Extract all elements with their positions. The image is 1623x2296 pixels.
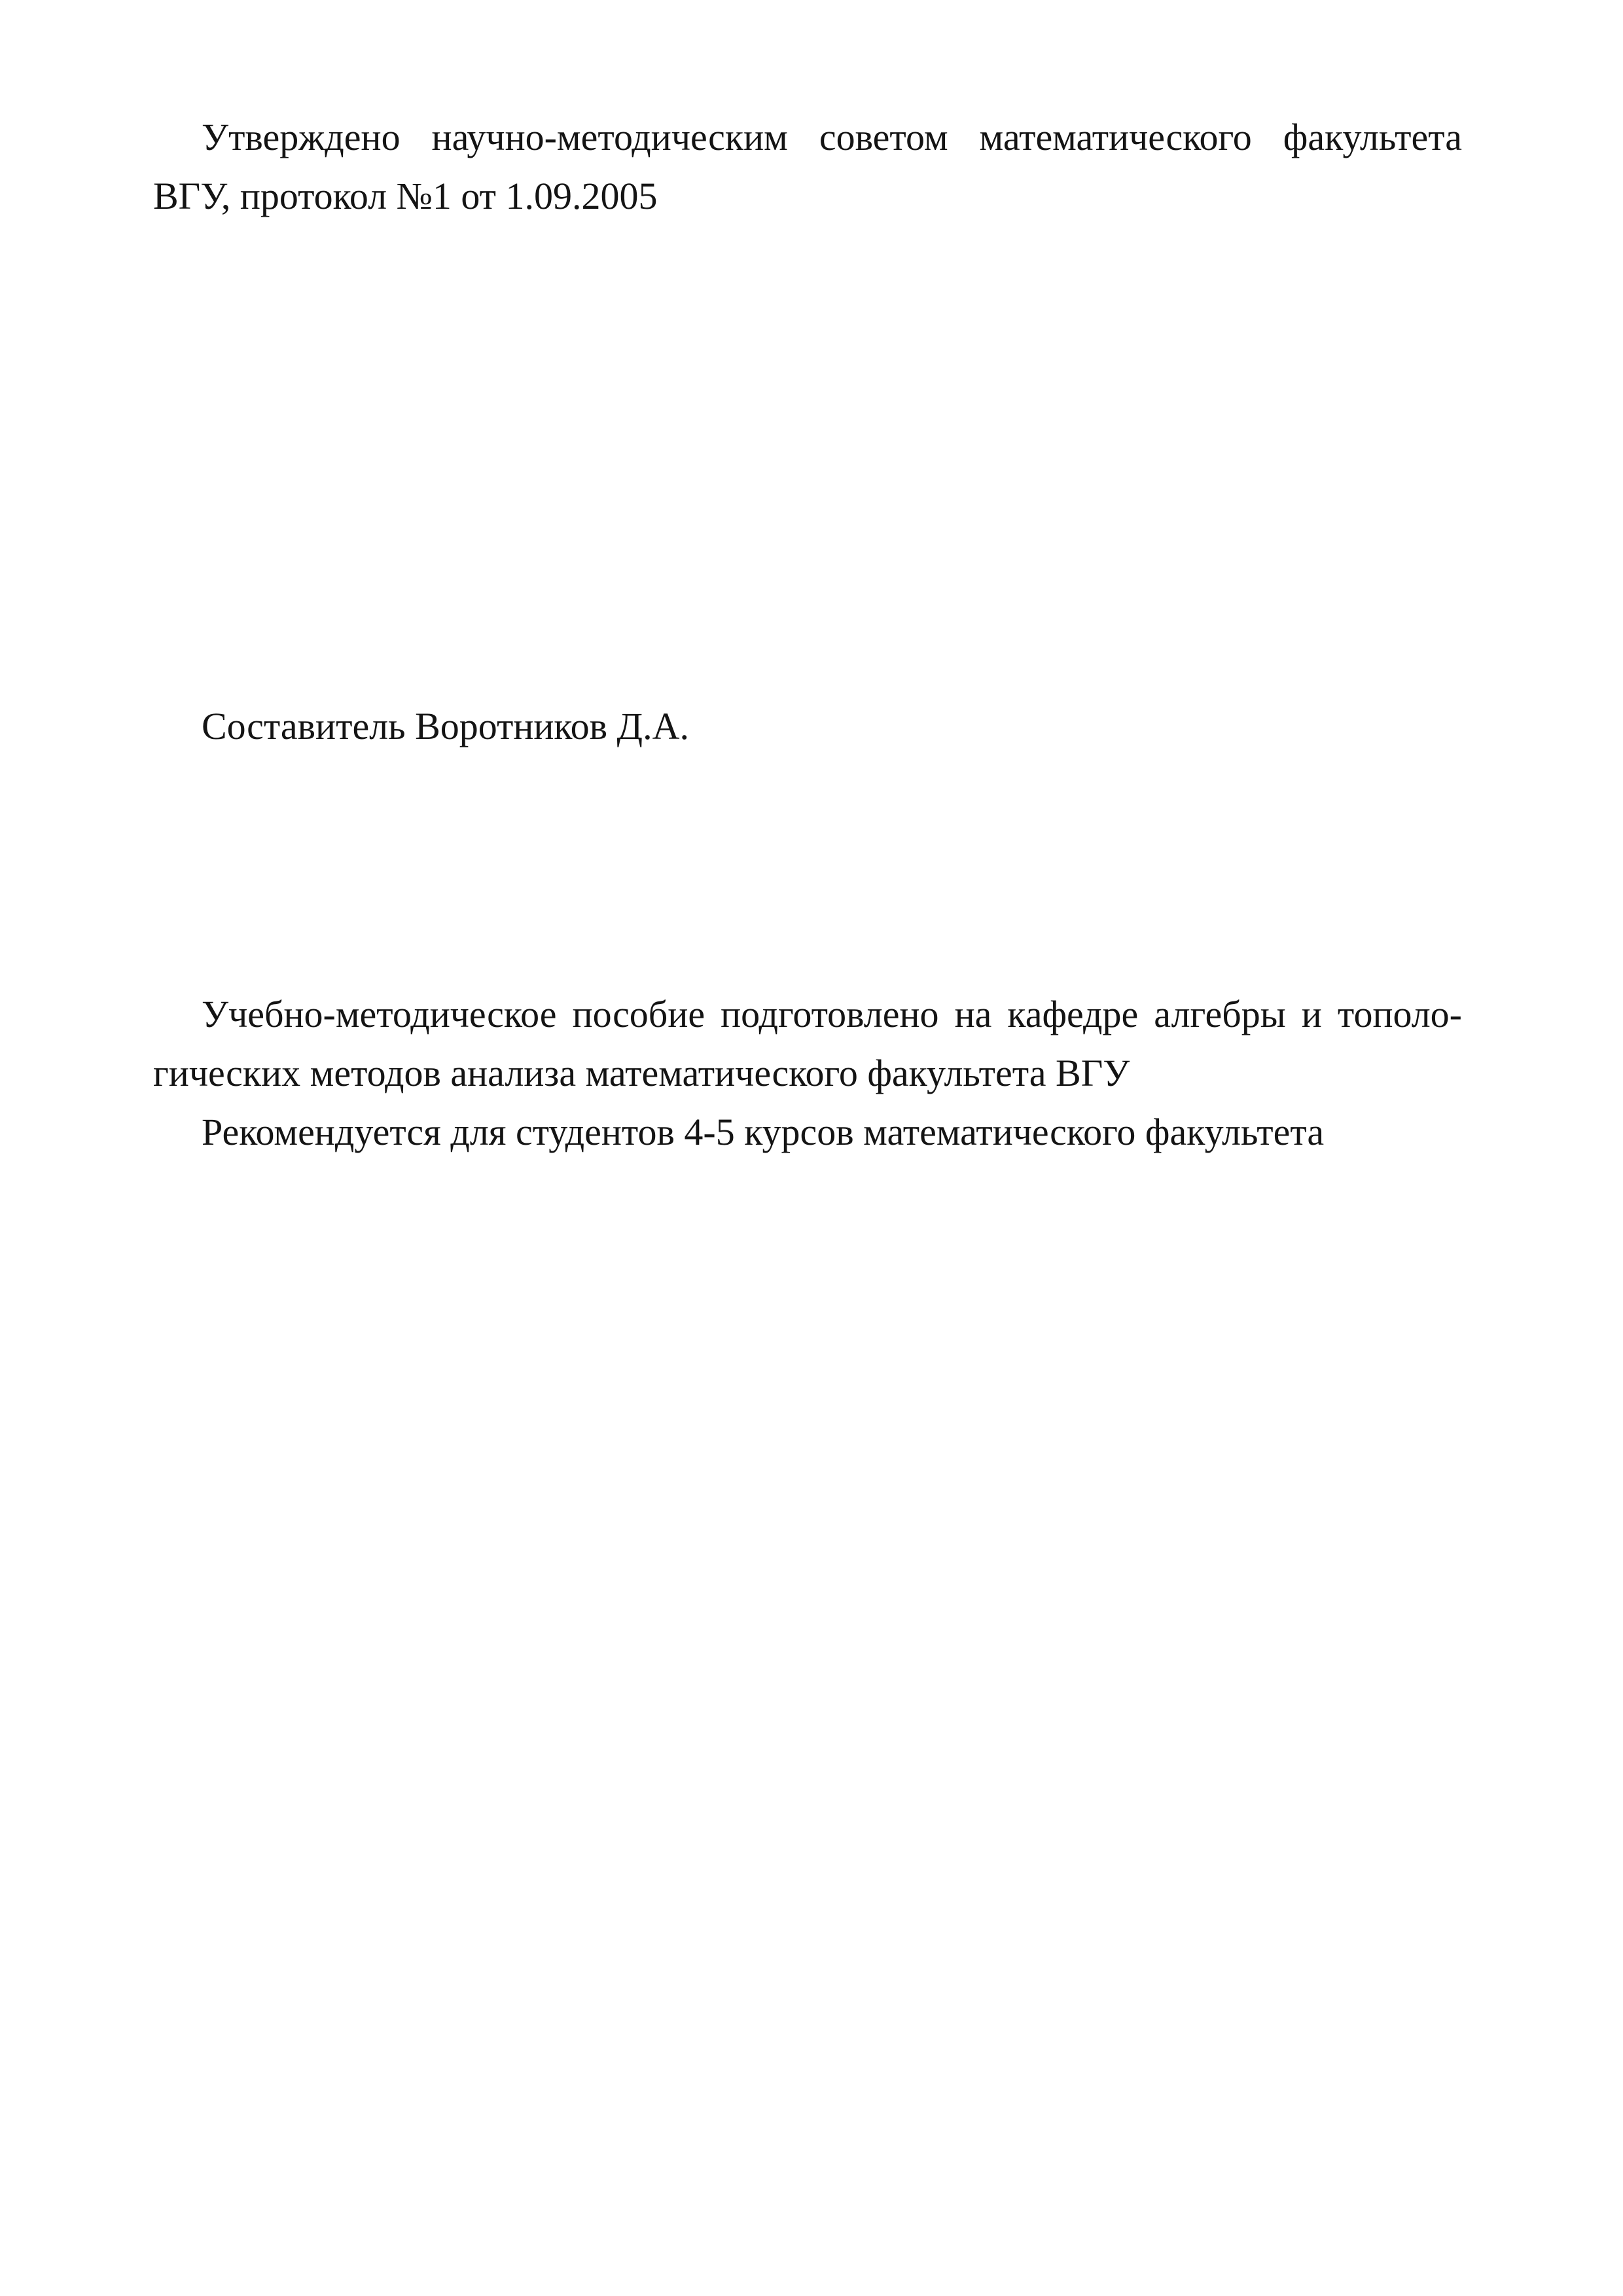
about-line-1: Учебно-методическое пособие подготовлено на кафедре алгебры и тополо- [202,993,1462,1035]
compiler-paragraph [153,697,1462,756]
approval-line-1: Утверждено научно-методическим советом математического факультета [202,116,1462,158]
compiler-line: Составитель Воротников Д.А. [202,705,689,747]
recommendation-line: Рекомендуется для студентов 4-5 курсов математического факультета [202,1111,1325,1153]
about-paragraph [153,985,1462,1103]
approval-paragraph [153,108,1462,226]
about-line-2: гических методов анализа математического факультета ВГУ [153,1052,1130,1094]
approval-line-2: ВГУ, протокол №1 от 1.09.2005 [153,175,658,217]
recommendation-paragraph [153,1103,1462,1162]
